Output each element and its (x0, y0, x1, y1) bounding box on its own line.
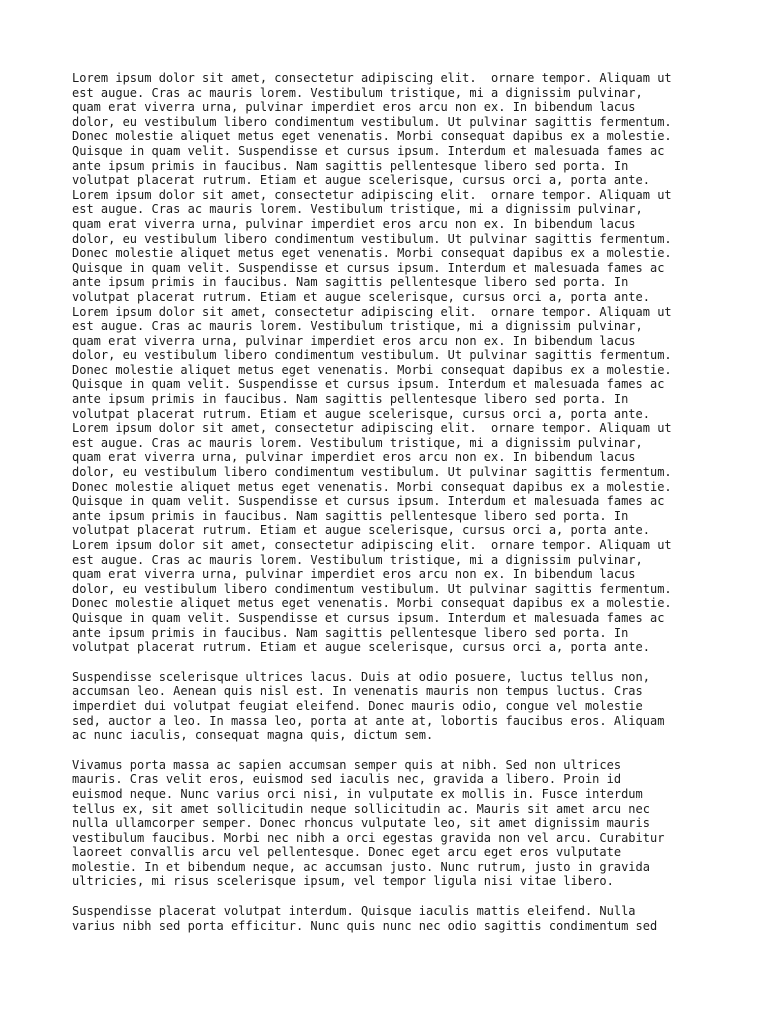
text-line: ante ipsum primis in faucibus. Nam sagittis pellentesque libero sed porta. In (72, 158, 629, 173)
text-line: quam erat viverra urna, pulvinar imperdiet eros arcu non ex. In bibendum lacus (72, 567, 636, 582)
text-line: Lorem ipsum dolor sit amet, consectetur adipiscing elit. ornare tempor. Aliquam ut (72, 71, 672, 85)
text-line: Lorem ipsum dolor sit amet, consectetur adipiscing elit. ornare tempor. Aliquam ut (72, 421, 672, 436)
paragraph (72, 904, 712, 933)
text-line: volutpat placerat rutrum. Etiam et augue scelerisque, cursus orci a, porta ante. (72, 406, 650, 421)
text-line: quam erat viverra urna, pulvinar imperdiet eros arcu non ex. In bibendum lacus (72, 216, 636, 231)
text-line: nulla ullamcorper semper. Donec rhoncus vulputate leo, sit amet dignissim mauris (72, 816, 650, 831)
paragraph (72, 758, 712, 889)
text-line: Donec molestie aliquet metus eget venenatis. Morbi consequat dapibus ex a molestie. (72, 596, 672, 611)
document-body (72, 71, 712, 948)
text-line: laoreet convallis arcu vel pellentesque. Donec eget arcu eget eros vulputate (72, 845, 622, 860)
paragraph (72, 71, 712, 655)
text-line: molestie. In et bibendum neque, ac accumsan justo. Nunc rutrum, justo in gravida (72, 859, 650, 874)
text-line: Donec molestie aliquet metus eget venenatis. Morbi consequat dapibus ex a molestie. (72, 479, 672, 494)
text-line: dolor, eu vestibulum libero condimentum vestibulum. Ut pulvinar sagittis fermentum. (72, 114, 672, 129)
text-line: Quisque in quam velit. Suspendisse et cursus ipsum. Interdum et malesuada fames ac (72, 143, 665, 158)
text-line: ante ipsum primis in faucibus. Nam sagittis pellentesque libero sed porta. In (72, 275, 629, 290)
text-line: Lorem ipsum dolor sit amet, consectetur adipiscing elit. ornare tempor. Aliquam ut (72, 187, 672, 202)
text-line: imperdiet dui volutpat feugiat eleifend. Donec mauris odio, congue vel molestie (72, 698, 643, 713)
text-line: dolor, eu vestibulum libero condimentum vestibulum. Ut pulvinar sagittis fermentum. (72, 231, 672, 246)
text-line: sed, auctor a leo. In massa leo, porta at ante at, lobortis faucibus eros. Aliquam (72, 713, 665, 728)
text-line: ante ipsum primis in faucibus. Nam sagittis pellentesque libero sed porta. In (72, 625, 629, 640)
text-line: volutpat placerat rutrum. Etiam et augue scelerisque, cursus orci a, porta ante. (72, 523, 650, 538)
text-line: Lorem ipsum dolor sit amet, consectetur adipiscing elit. ornare tempor. Aliquam ut (72, 304, 672, 319)
text-line: quam erat viverra urna, pulvinar imperdiet eros arcu non ex. In bibendum lacus (72, 100, 636, 115)
text-line: Suspendisse placerat volutpat interdum. Quisque iaculis mattis eleifend. Nulla (72, 904, 636, 919)
text-line: est augue. Cras ac mauris lorem. Vestibulum tristique, mi a dignissim pulvinar, (72, 435, 643, 450)
text-line: Quisque in quam velit. Suspendisse et cursus ipsum. Interdum et malesuada fames ac (72, 377, 665, 392)
text-line: Donec molestie aliquet metus eget venenatis. Morbi consequat dapibus ex a molestie. (72, 362, 672, 377)
paragraph (72, 670, 712, 743)
text-line: vestibulum faucibus. Morbi nec nibh a orci egestas gravida non vel arcu. Curabitur (72, 830, 665, 845)
text-line: quam erat viverra urna, pulvinar imperdiet eros arcu non ex. In bibendum lacus (72, 450, 636, 465)
text-line: mauris. Cras velit eros, euismod sed iaculis nec, gravida a libero. Proin id (72, 772, 622, 787)
text-line: Vivamus porta massa ac sapien accumsan semper quis at nibh. Sed non ultrices (72, 757, 622, 772)
text-line: est augue. Cras ac mauris lorem. Vestibulum tristique, mi a dignissim pulvinar, (72, 319, 643, 334)
text-line: ante ipsum primis in faucibus. Nam sagittis pellentesque libero sed porta. In (72, 392, 629, 407)
text-line: est augue. Cras ac mauris lorem. Vestibulum tristique, mi a dignissim pulvinar, (72, 85, 643, 100)
text-line: tellus ex, sit amet sollicitudin neque sollicitudin ac. Mauris sit amet arcu nec (72, 801, 650, 816)
text-line: quam erat viverra urna, pulvinar imperdiet eros arcu non ex. In bibendum lacus (72, 333, 636, 348)
text-line: Quisque in quam velit. Suspendisse et cursus ipsum. Interdum et malesuada fames ac (72, 260, 665, 275)
text-line: Quisque in quam velit. Suspendisse et cursus ipsum. Interdum et malesuada fames ac (72, 610, 665, 625)
text-line: ultricies, mi risus scelerisque ipsum, vel tempor ligula nisi vitae libero. (72, 874, 614, 889)
text-line: volutpat placerat rutrum. Etiam et augue scelerisque, cursus orci a, porta ante. (72, 173, 650, 188)
text-line: euismod neque. Nunc varius orci nisi, in vulputate ex mollis in. Fusce interdum (72, 786, 643, 801)
text-line: Quisque in quam velit. Suspendisse et cursus ipsum. Interdum et malesuada fames ac (72, 494, 665, 509)
text-line: dolor, eu vestibulum libero condimentum vestibulum. Ut pulvinar sagittis fermentum. (72, 581, 672, 596)
text-line: Donec molestie aliquet metus eget venenatis. Morbi consequat dapibus ex a molestie. (72, 129, 672, 144)
text-line: volutpat placerat rutrum. Etiam et augue scelerisque, cursus orci a, porta ante. (72, 640, 650, 655)
text-line: ac nunc iaculis, consequat magna quis, dictum sem. (72, 728, 434, 743)
text-line: est augue. Cras ac mauris lorem. Vestibulum tristique, mi a dignissim pulvinar, (72, 552, 643, 567)
text-line: varius nibh sed porta efficitur. Nunc quis nunc nec odio sagittis condimentum sed (72, 918, 658, 933)
text-line: ante ipsum primis in faucibus. Nam sagittis pellentesque libero sed porta. In (72, 508, 629, 523)
text-line: volutpat placerat rutrum. Etiam et augue scelerisque, cursus orci a, porta ante. (72, 289, 650, 304)
text-line: Donec molestie aliquet metus eget venenatis. Morbi consequat dapibus ex a molestie. (72, 246, 672, 261)
text-line: dolor, eu vestibulum libero condimentum vestibulum. Ut pulvinar sagittis fermentum. (72, 348, 672, 363)
text-line: Lorem ipsum dolor sit amet, consectetur adipiscing elit. ornare tempor. Aliquam ut (72, 538, 672, 552)
text-line: dolor, eu vestibulum libero condimentum vestibulum. Ut pulvinar sagittis fermentum. (72, 465, 672, 480)
text-line: Suspendisse scelerisque ultrices lacus. Duis at odio posuere, luctus tellus non, (72, 669, 650, 684)
text-line: accumsan leo. Aenean quis nisl est. In venenatis mauris non tempus luctus. Cras (72, 684, 643, 699)
text-line: est augue. Cras ac mauris lorem. Vestibulum tristique, mi a dignissim pulvinar, (72, 202, 643, 217)
